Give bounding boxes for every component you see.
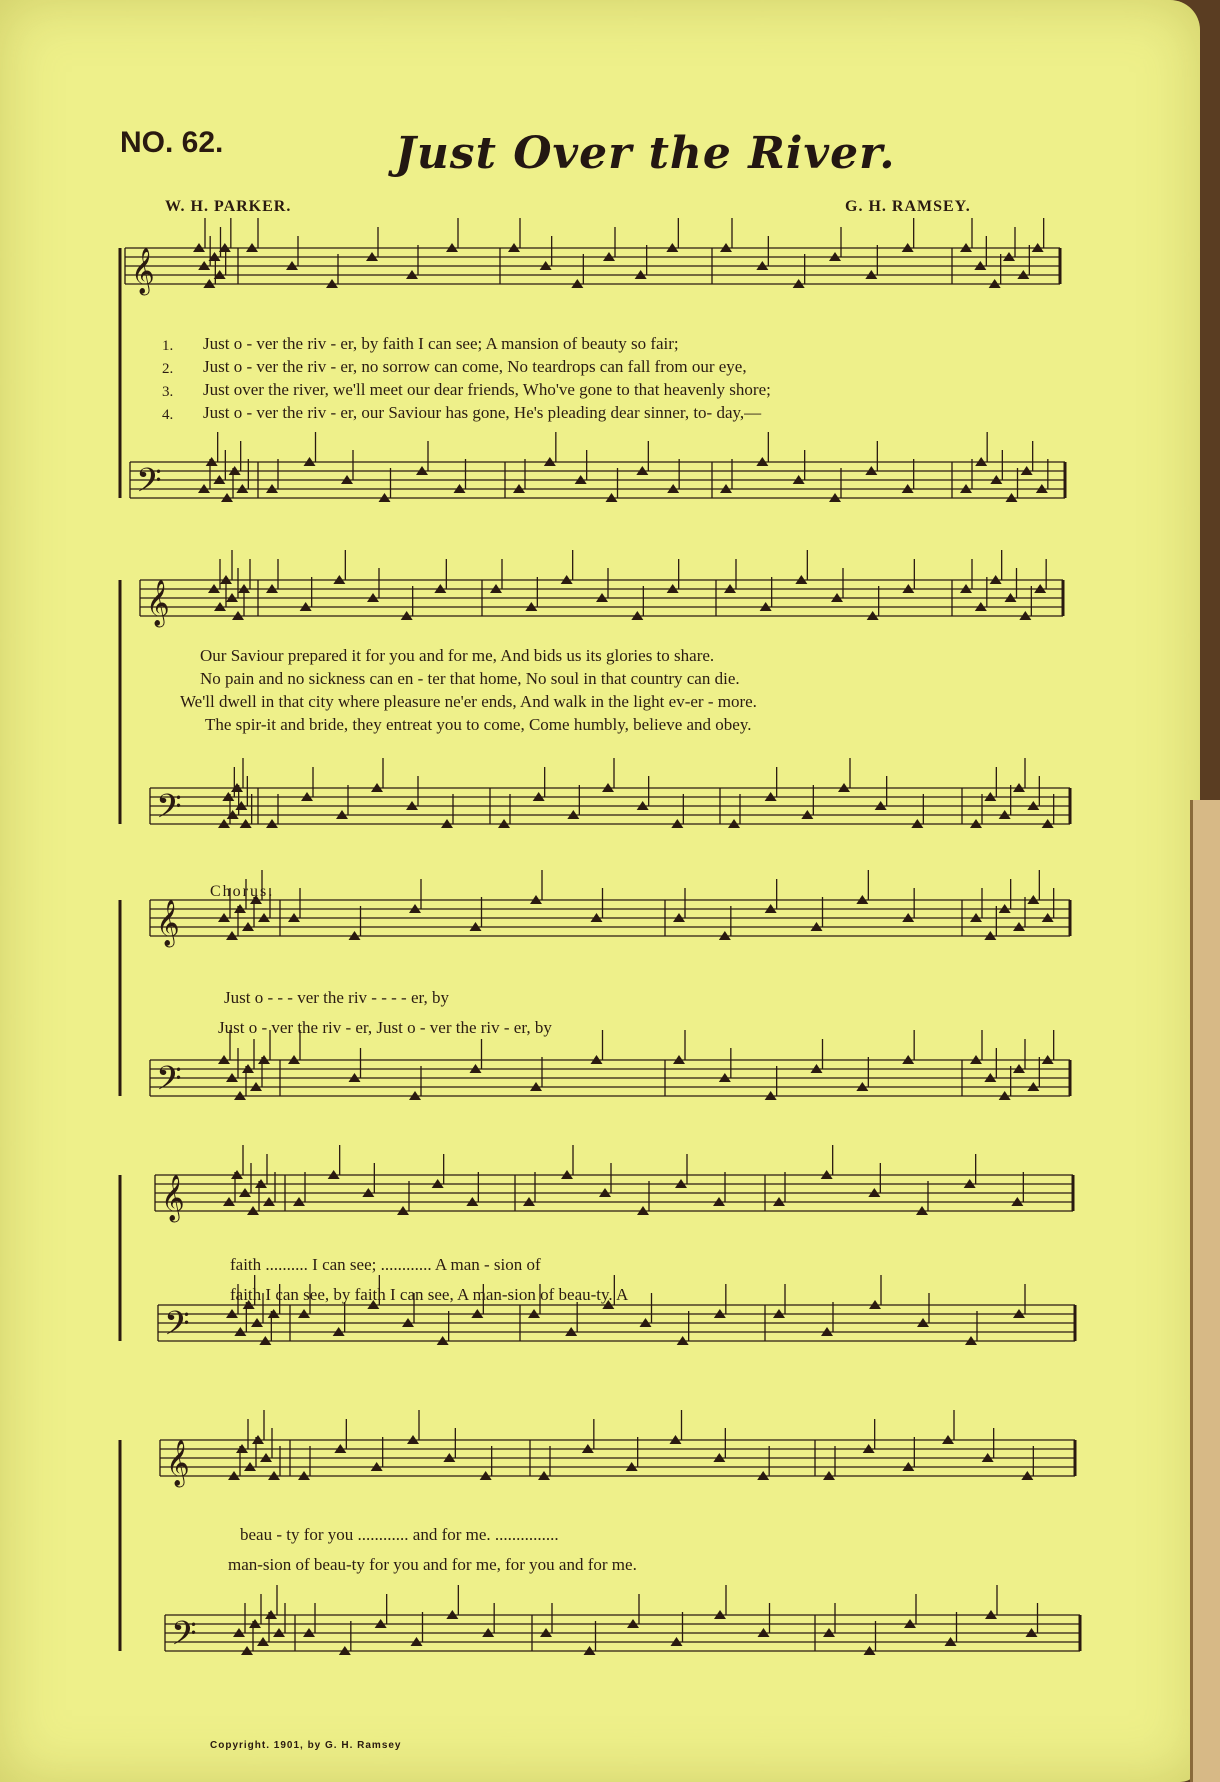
treble-clef-icon: 𝄞 [131,248,155,294]
verse-number: 2. [162,361,174,377]
treble-clef-icon: 𝄞 [156,900,180,946]
verse-lyric: Just o - ver the riv - er, by faith I can see; A mansion of beauty so fair; [203,334,679,353]
treble-clef-icon: 𝄞 [161,1175,185,1221]
treble-clef-icon: 𝄞 [166,1440,190,1486]
lyricist: W. H. PARKER. [165,198,292,215]
bass-clef-icon: 𝄢 [164,1305,190,1351]
hymn-title: Just Over the River. [395,128,896,179]
hymn-number: NO. 62. [120,126,224,159]
bass-clef-icon: 𝄢 [156,788,182,834]
bass-clef-icon: 𝄢 [136,462,162,508]
chorus-lyric: Just o - - - ver the riv - - - - er, by [224,988,449,1007]
verse-lyric: Our Saviour prepared it for you and for me, And bids us its glories to share. [200,646,715,665]
chorus-lyric: beau - ty for you ............ and for me. ............... [240,1525,559,1544]
verse-lyric: We'll dwell in that city where pleasure ne'er ends, And walk in the light ev-er - more. [180,692,757,711]
verse-lyric: Just o - ver the riv - er, no sorrow can come, No teardrops can fall from our eye, [203,357,747,376]
chorus-lyric: faith .......... I can see; ............ A man - sion of [230,1255,541,1274]
verse-lyric: Just o - ver the riv - er, our Saviour has gone, He's pleading dear sinner, to- day,— [203,403,762,422]
verse-lyric: The spir-it and bride, they entreat you to come, Come humbly, believe and obey. [205,715,752,734]
copyright-notice: Copyright. 1901, by G. H. Ramsey [210,1740,402,1751]
chorus-label: Chorus. [210,883,275,900]
chorus-lyric: faith I can see, by faith I can see, A man-sion of beau-ty. A [230,1285,629,1304]
verse-lyric: No pain and no sickness can en - ter that home, No soul in that country can die. [200,669,740,688]
bass-clef-icon: 𝄢 [171,1615,197,1661]
verse-number: 4. [162,407,174,423]
bass-clef-icon: 𝄢 [156,1060,182,1106]
chorus-lyric: man-sion of beau-ty for you and for me, for you and for me. [228,1555,637,1574]
verse-number: 3. [162,384,174,400]
treble-clef-icon: 𝄞 [146,580,170,626]
composer: G. H. RAMSEY. [845,198,971,215]
verse-number: 1. [162,338,174,354]
verse-lyric: Just over the river, we'll meet our dear friends, Who've gone to that heavenly shore; [203,380,771,399]
chorus-lyric: Just o - ver the riv - er, Just o - ver the riv - er, by [218,1018,552,1037]
